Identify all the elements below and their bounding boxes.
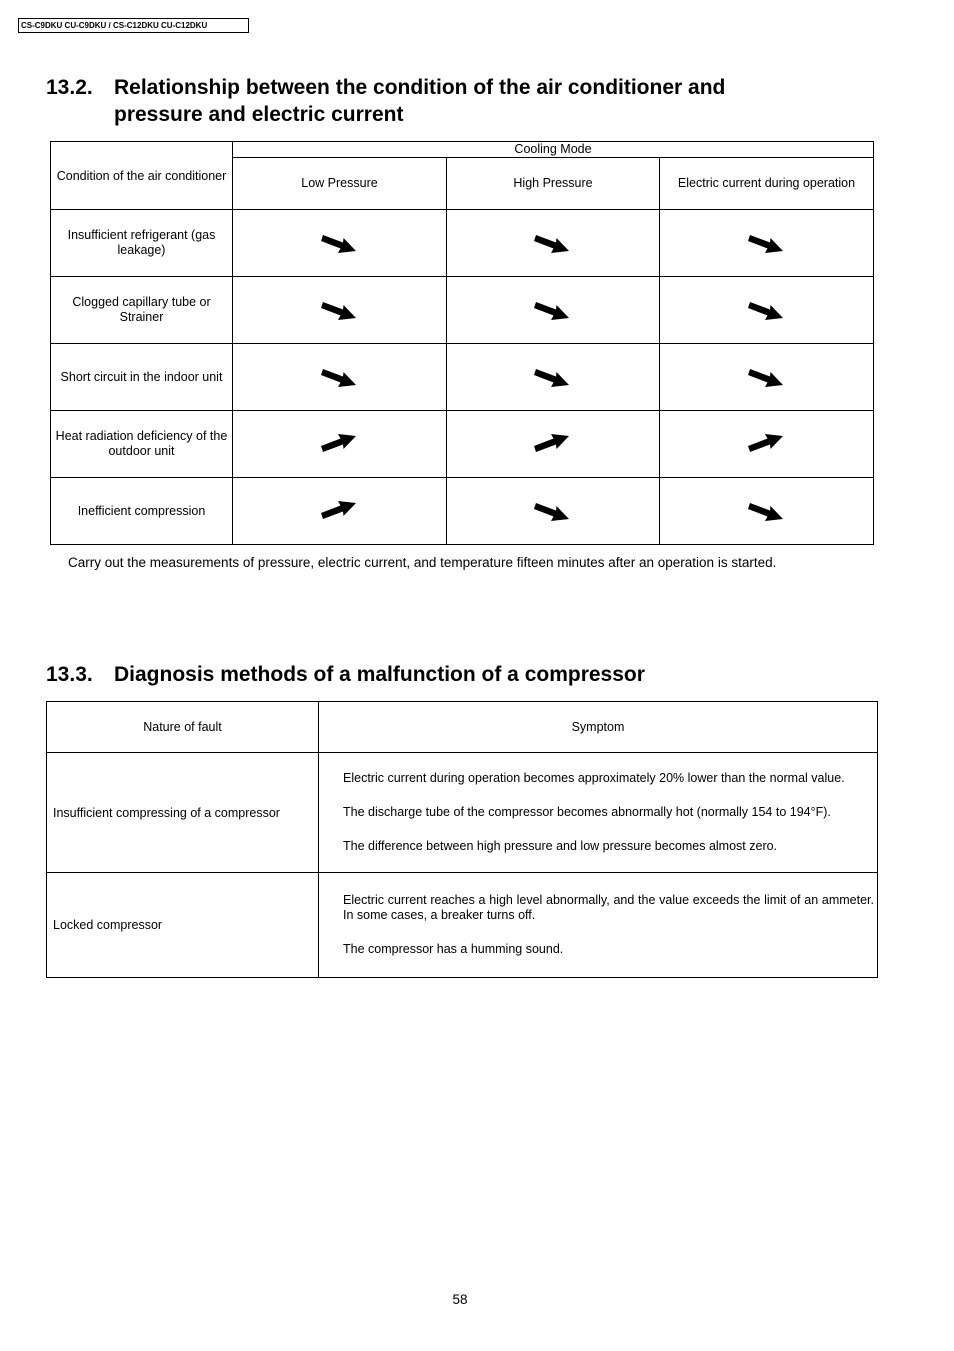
- arrow-down-icon: [534, 231, 572, 255]
- symptom-text: Electric current reaches a high level abnormally, and the value exceeds the limit of an ammeter. In some cases, a breaker turns off.: [343, 893, 874, 922]
- model-header: CS-C9DKU CU-C9DKU / CS-C12DKU CU-C12DKU: [18, 18, 249, 33]
- arrow-up-icon: [321, 432, 359, 456]
- symptom-cell: [319, 753, 878, 873]
- trend-cell: [447, 344, 660, 411]
- trend-cell: [233, 478, 447, 545]
- trend-cell: [233, 344, 447, 411]
- table-row: [51, 210, 874, 277]
- section-title-line1: Relationship between the condition of the air conditioner and: [114, 76, 726, 99]
- fault-cell: Locked compressor: [47, 873, 319, 978]
- section-number: 13.2.: [46, 76, 93, 99]
- arrow-up-icon: [534, 432, 572, 456]
- condition-header: Condition of the air conditioner: [51, 142, 233, 210]
- fault-header: Nature of fault: [47, 702, 319, 753]
- arrow-down-icon: [321, 365, 359, 389]
- condition-cell: Heat radiation deficiency of the outdoor unit: [51, 411, 233, 478]
- symptom-text: The discharge tube of the compressor becomes abnormally hot (normally 154 to 194°F).: [343, 805, 831, 819]
- table-row: [51, 411, 874, 478]
- arrow-down-icon: [748, 298, 786, 322]
- arrow-down-icon: [534, 365, 572, 389]
- measurement-note: Carry out the measurements of pressure, electric current, and temperature fifteen minutes after an operation is started.: [68, 555, 777, 570]
- trend-cell: [447, 411, 660, 478]
- arrow-up-icon: [748, 432, 786, 456]
- column-header: High Pressure: [447, 158, 660, 210]
- section-title-line2: pressure and electric current: [114, 103, 404, 126]
- cooling-mode-header: Cooling Mode: [233, 142, 874, 158]
- section-number: 13.3.: [46, 663, 93, 686]
- trend-cell: [660, 344, 874, 411]
- trend-cell: [447, 210, 660, 277]
- arrow-down-icon: [534, 499, 572, 523]
- column-header: Electric current during operation: [660, 158, 874, 210]
- arrow-down-icon: [534, 298, 572, 322]
- symptom-text: Electric current during operation becomes approximately 20% lower than the normal value.: [343, 771, 845, 785]
- table-row: [51, 478, 874, 545]
- compressor-diagnosis-table: [46, 701, 878, 978]
- table-row: [51, 277, 874, 344]
- arrow-down-icon: [321, 298, 359, 322]
- trend-cell: [233, 277, 447, 344]
- table-row: [51, 344, 874, 411]
- symptom-header: Symptom: [319, 702, 878, 753]
- trend-cell: [660, 277, 874, 344]
- arrow-down-icon: [748, 499, 786, 523]
- fault-cell: Insufficient compressing of a compressor: [47, 753, 319, 873]
- condition-cell: Insufficient refrigerant (gas leakage): [51, 210, 233, 277]
- symptom-text: The difference between high pressure and low pressure becomes almost zero.: [343, 839, 778, 853]
- trend-cell: [233, 210, 447, 277]
- symptom-cell: [319, 873, 878, 978]
- table-row: [47, 753, 878, 873]
- trend-cell: [660, 210, 874, 277]
- table-row: [47, 873, 878, 978]
- section-title: Diagnosis methods of a malfunction of a compressor: [114, 663, 645, 686]
- trend-cell: [660, 478, 874, 545]
- condition-pressure-table: [50, 141, 874, 545]
- condition-cell: Clogged capillary tube or Strainer: [51, 277, 233, 344]
- arrow-down-icon: [321, 231, 359, 255]
- arrow-up-icon: [321, 499, 359, 523]
- page-number: 58: [452, 1292, 468, 1307]
- trend-cell: [233, 411, 447, 478]
- trend-cell: [447, 478, 660, 545]
- trend-cell: [660, 411, 874, 478]
- arrow-down-icon: [748, 365, 786, 389]
- column-header: Low Pressure: [233, 158, 447, 210]
- condition-cell: Short circuit in the indoor unit: [51, 344, 233, 411]
- trend-cell: [447, 277, 660, 344]
- arrow-down-icon: [748, 231, 786, 255]
- condition-cell: Inefficient compression: [51, 478, 233, 545]
- symptom-text: The compressor has a humming sound.: [343, 942, 564, 956]
